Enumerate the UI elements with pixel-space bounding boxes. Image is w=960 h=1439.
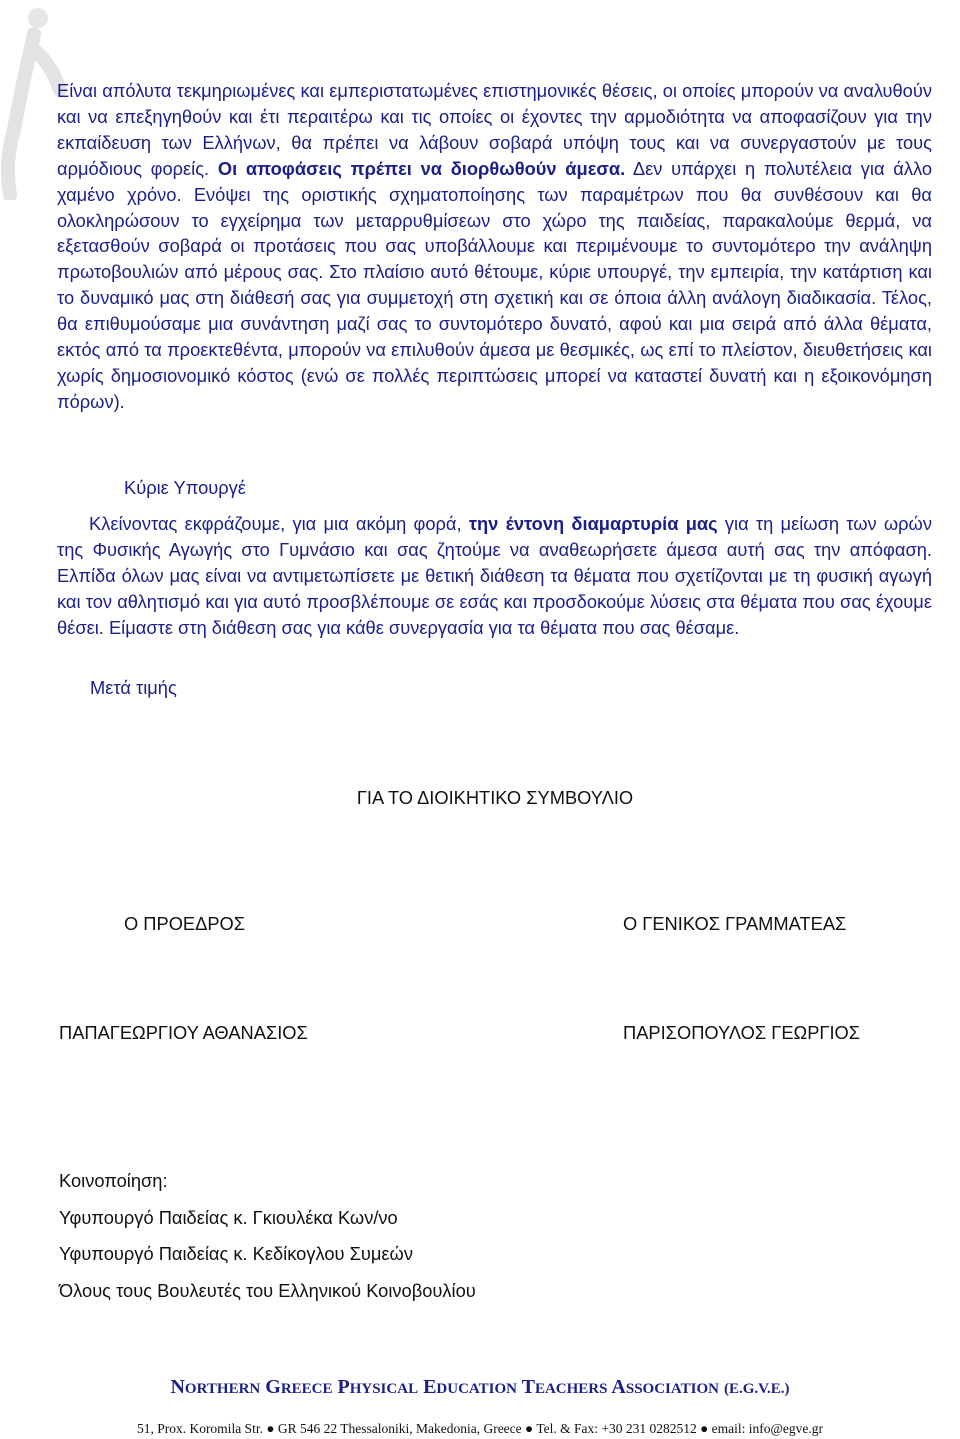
board-heading: ΓΙΑ ΤΟ ΔΙΟΙΚΗΤΙΚΟ ΣΥΜΒΟΥΛΙΟ <box>356 787 634 808</box>
paragraph-2: Κλείνοντας εκφράζουμε, για μια ακόμη φορά, την έντονη διαμαρτυρία μας για τη μείωση των ωρών της Φυσικής Αγωγής στο Γυμνάσιο και σας ζητούμε να αναθεωρήσετε άμεσα αυτή σας την απόφαση. Ελπίδα όλων μας είναι να αντιμετωπίσετε με θετική διάθεση τα θέματα που σχετίζονται με τη φυσική αγωγή και τον αθλητισμό και για αυτό προσβλέπουμε σε εσάς και προσδοκούμε λύσεις στα θέματα που σας έχουμε θέσει. Είμαστε στη διάθεση σας για κάθε συνεργασία για τα θέματα που σας θέσαμε. <box>57 513 932 638</box>
paragraph-1: Είναι απόλυτα τεκμηριωμένες και εμπεριστατωμένες επιστημονικές θέσεις, οι οποίες μπορούν να αναλυθούν και να επεξηγηθούν και έτι περαιτέρω και τις οποίες οι έχοντες την αρμοδιότητα να αποφασίζουν για την εκπαίδευση των Ελλήνων, θα πρέπει να λάβουν σοβαρά υπόψη τους και να συνεργαστούν με τους αρμόδιους φορείς. Οι αποφάσεις πρέπει να διορθωθούν άμεσα. Δεν υπάρχει η πολυτέλεια για άλλο χαμένο χρόνο. Ενόψει της οριστικής σχηματοποίησης των παραμέτρων που θα συνθέσουν και θα ολοκληρώσουν το εγχείρημα των μεταρρυθμίσεων στο χώρο της παιδείας, παρακαλούμε θερμά, να εξετασθούν σοβαρά οι προτάσεις που σας υποβάλλουμε και περιμένουμε το συντομότερο την ανάληψη πρωτοβουλιών από μέρους σας. Στο πλαίσιο αυτό θέτουμε, κύριε υπουργέ, την εμπειρία, την κατάρτιση και το δυναμικό μας στη διάθεσή σας για συμμετοχή στη σχετική και σε όποια άλλη ανάλογη διαδικασία. Τέλος, θα επιθυμούσαμε μια συνάντηση μαζί σας το συντομότερο δυνατό, αφού και μια σειρά από άλλα θέματα, εκτός από τα προεκτεθέντα, μπορούν να επιλυθούν άμεσα με θεσμικές, ως επί το πλείστον, διευθετήσεις και χωρίς δημοσιονομικό κόστος (ενώ σε πολλές περιπτώσεις μπορεί να καταστεί δυνατή και η εξοικονόμηση πόρων). <box>57 80 932 412</box>
secretary-name: ΠΑΡΙΣΟΠΟΥΛΟΣ ΓΕΩΡΓΙΟΣ <box>623 1022 861 1043</box>
salutation: Κύριε Υπουργέ <box>124 477 246 498</box>
organization-name: NORTHERN GREECE PHYSICAL EDUCATION TEACHERS ASSOCIATION (E.G.V.E.) <box>170 1376 790 1398</box>
paragraph-2-bold: την έντονη διαμαρτυρία μας <box>468 513 718 534</box>
cc-label: Κοινοποίηση: <box>59 1170 168 1191</box>
secretary-title: Ο ΓΕΝΙΚΟΣ ΓΡΑΜΜΑΤΕΑΣ <box>623 913 847 934</box>
cc-item: Υφυπουργό Παιδείας κ. Γκιουλέκα Κων/νο <box>59 1207 398 1228</box>
footer-address: 51, Prox. Koromila Str. ● GR 546 22 Thessaloniki, Makedonia, Greece ● Tel. & Fax: +30 231 0282512 ● email: info@egve.gr <box>136 1421 824 1436</box>
president-name: ΠΑΠΑΓΕΩΡΓΙΟΥ ΑΘΑΝΑΣΙΟΣ <box>59 1022 308 1043</box>
president-title: Ο ΠΡΟΕΔΡΟΣ <box>124 913 246 934</box>
cc-item: Όλους τους Βουλευτές του Ελληνικού Κοινοβουλίου <box>59 1280 476 1301</box>
paragraph-1-bold: Οι αποφάσεις πρέπει να διορθωθούν άμεσα. <box>217 157 626 179</box>
closing: Μετά τιμής <box>90 677 177 698</box>
cc-item: Υφυπουργό Παιδείας κ. Κεδίκογλου Συμεών <box>59 1243 413 1264</box>
